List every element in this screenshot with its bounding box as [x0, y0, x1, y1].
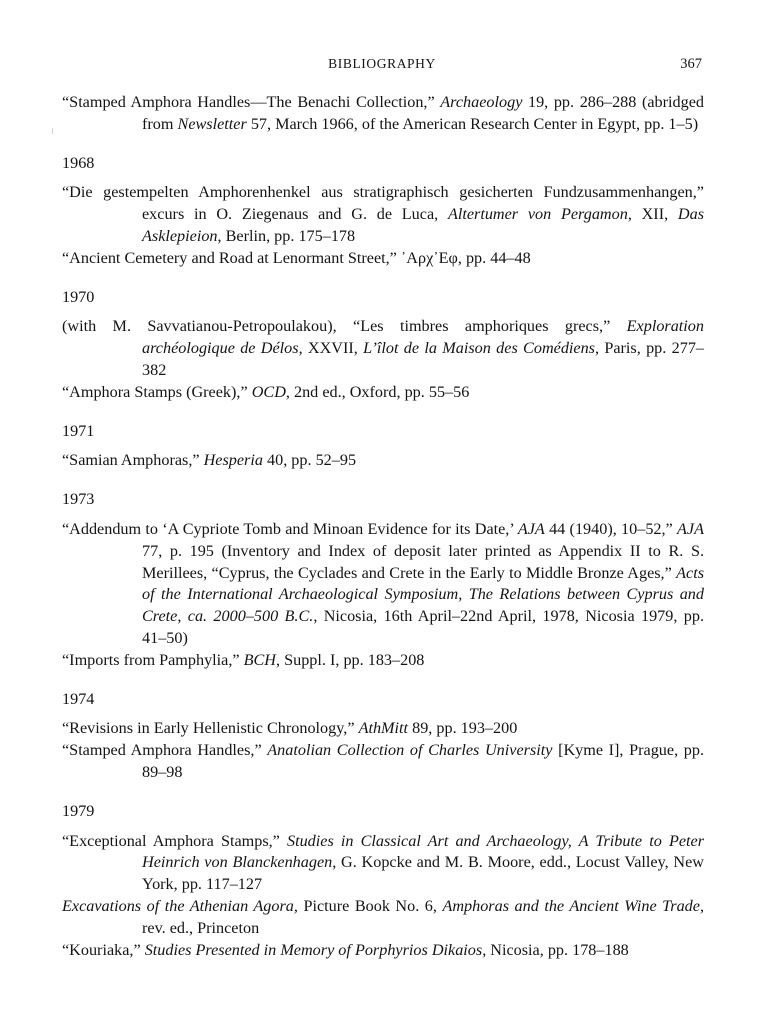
- bibliography-entry: [62, 831, 704, 896]
- bibliography-entry: [62, 248, 704, 270]
- italic-title: Archaeology: [440, 93, 523, 111]
- italic-title: L’îlot de la Maison des Comédiens: [363, 339, 595, 358]
- year-heading: 1971: [62, 421, 95, 440]
- entry-text: “Die gestempelten Amphorenhenkel aus stratigraphisch gesicherten Fundzusammenhangen,” excurs in O. Ziegenaus and G. de Luca,: [62, 183, 704, 224]
- italic-title: Newsletter: [177, 114, 247, 133]
- bibliography-entry: [62, 182, 704, 247]
- entry-text: “Kouriaka,”: [62, 940, 145, 959]
- italic-title: Studies Presented in Memory of Porphyrios Dikaios: [144, 940, 483, 959]
- entry-text: “Imports from Pamphylia,”: [62, 650, 244, 669]
- italic-title: AthMitt: [358, 719, 409, 738]
- bibliography-entry: [62, 740, 704, 784]
- running-head: [62, 56, 702, 76]
- margin-mark: [52, 128, 53, 134]
- italic-title: Exploration archéologique de Délos: [142, 317, 704, 358]
- entry-text: , 2nd ed., Oxford, pp. 55–56: [285, 382, 470, 401]
- year-heading: 1968: [62, 153, 95, 172]
- year-heading: 1973: [62, 490, 95, 509]
- italic-title: Altertumer von Pergamon: [447, 205, 628, 224]
- page-number: 367: [680, 56, 702, 72]
- entry-text: “Ancient Cemetery and Road at Lenormant Street,” ᾽Αρχ᾽Εφ, pp. 44–48: [62, 248, 531, 267]
- italic-title: Amphoras and the Ancient Wine Trade: [442, 896, 700, 915]
- entry-text: , Nicosia, 16th April–22nd April, 1978, Nicosia 1979, pp. 41–50): [142, 607, 704, 647]
- entry-text: “Addendum to ‘A Cypriote Tomb and Minoan Evidence for its Date,’: [62, 519, 518, 538]
- bibliography-entry: [62, 650, 704, 672]
- italic-title: AJA: [517, 519, 545, 538]
- bibliography-entry: [62, 519, 704, 650]
- entry-text: 77, p. 195 (Inventory and Index of deposit later printed as Appendix II to R. S. Merillees, “Cyprus, the Cyclades and Crete in the Early to Middle Bronze Ages,”: [142, 541, 704, 582]
- bibliography-entry: [62, 92, 704, 136]
- italic-title: Hesperia: [203, 451, 263, 470]
- italic-title: BCH: [243, 650, 276, 669]
- entry-text: , Paris, pp. 277–382: [142, 339, 705, 379]
- entry-text: “Stamped Amphora Handles,”: [62, 741, 268, 760]
- italic-title: Acts of the International Archaeological Symposium, The Relations between Cyprus and Crete, ca. 2000–500 B.C.: [142, 563, 704, 626]
- entry-text: , Berlin, pp. 175–178: [217, 226, 356, 245]
- italic-title: Studies in Classical Art and Archaeology, A Tribute to Peter Heinrich von Blanckenhagen: [142, 831, 704, 872]
- bibliography-body: [62, 92, 704, 961]
- entry-text: 44 (1940), 10–52,”: [544, 519, 678, 538]
- italic-title: Excavations of the Athenian Agora: [62, 896, 294, 915]
- entry-text: “Stamped Amphora Handles—The Benachi Collection,”: [62, 93, 441, 111]
- entry-text: , G. Kopcke and M. B. Moore, edd., Locust Valley, New York, pp. 117–127: [142, 853, 704, 894]
- entry-text: (with M. Savvatianou-Petropoulakou), “Les timbres amphoriques grecs,”: [62, 317, 627, 336]
- section-title: BIBLIOGRAPHY: [328, 56, 436, 71]
- entry-text: , XXVII,: [298, 339, 364, 358]
- year-heading: 1979: [62, 801, 95, 820]
- entry-text: , Nicosia, pp. 178–188: [482, 940, 629, 959]
- year-heading: 1970: [62, 287, 95, 306]
- bibliography-entry: [62, 718, 704, 740]
- bibliography-entry: [62, 940, 704, 962]
- bibliography-entry: [62, 450, 704, 472]
- entry-text: , rev. ed., Princeton: [142, 896, 705, 937]
- year-heading: 1974: [62, 689, 95, 708]
- bibliography-entry: [62, 896, 704, 940]
- entry-text: 19, pp. 286–288 (abridged from: [142, 93, 704, 133]
- italic-title: AJA: [677, 519, 704, 538]
- italic-title: Anatolian Collection of Charles University: [267, 741, 553, 760]
- bibliography-entry: [62, 382, 704, 404]
- entry-text: “Exceptional Amphora Stamps,”: [62, 831, 287, 850]
- italic-title: Das Asklepieion: [142, 205, 704, 245]
- entry-text: 89, pp. 193–200: [408, 719, 518, 738]
- entry-text: “Samian Amphoras,”: [62, 451, 204, 470]
- entry-text: 57, March 1966, of the American Research Center in Egypt, pp. 1–5): [246, 114, 699, 133]
- entry-text: “Revisions in Early Hellenistic Chronology,”: [62, 719, 359, 738]
- entry-text: 40, pp. 52–95: [262, 451, 357, 470]
- entry-text: , Picture Book No. 6,: [293, 896, 443, 915]
- entry-text: [Kyme I], Prague, pp. 89–98: [142, 741, 704, 781]
- italic-title: OCD: [251, 382, 286, 401]
- entry-text: “Amphora Stamps (Greek),”: [62, 382, 252, 401]
- bibliography-entry: [62, 316, 704, 381]
- entry-text: , Suppl. I, pp. 183–208: [276, 650, 425, 669]
- entry-text: , XII,: [627, 205, 678, 224]
